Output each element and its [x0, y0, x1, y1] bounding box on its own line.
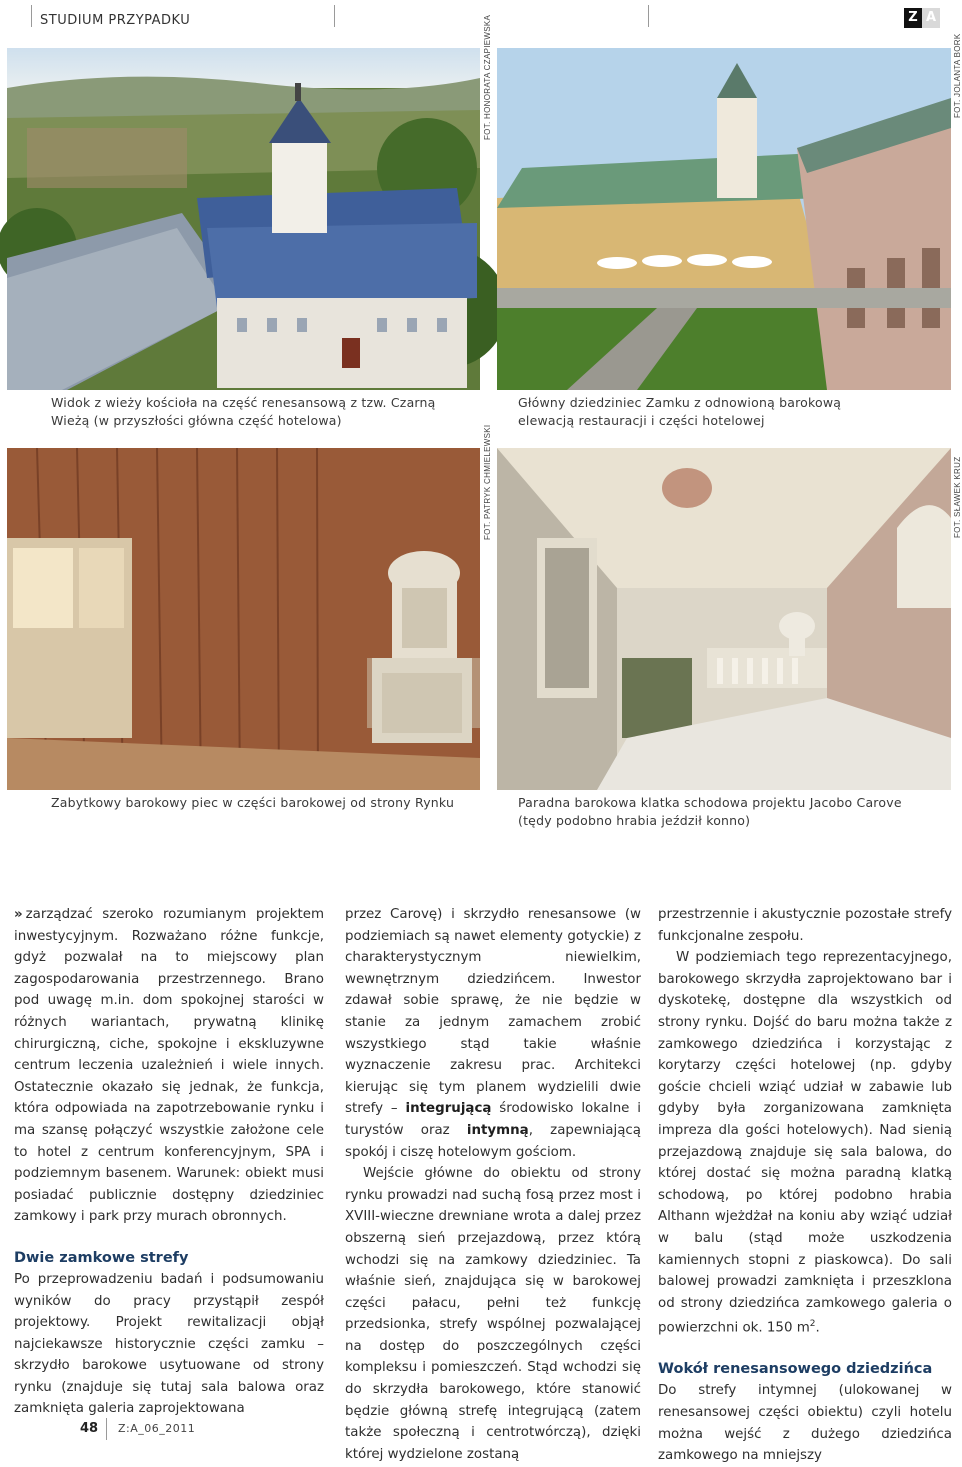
col3-text-b: .: [815, 1320, 820, 1336]
photo-baroque-stove: [7, 448, 480, 790]
col2-paragraph-2: Wejście główne do obiektu od strony rynku prowadzi nad suchą fosą przez most i XVIII-wieczne drewniane wrota a dalej przez obszerną sień przejazdową, przez którą wchodzi się na zamkowy dziedziniec. Ta właśnie sień, znajdująca się w barokowej części pałacu, pełni też funkcję przedsionka, strefy wspólnej pozwalającej na dostęp do poszczególnych części kompleksu i pomieszczeń. Stąd wchodzi się do skrzydła barokowego, które stanowić będzie główną strefę integrującą (zatem także społeczną i centrotwórczą), dzięki której wydzielone zostaną: [345, 1166, 641, 1462]
col3-paragraph-1: przestrzennie i akustycznie pozostałe strefy funkcjonalne zespołu.: [658, 907, 952, 944]
col1-paragraph-1: [14, 904, 324, 1228]
page-number: 48: [80, 1421, 99, 1436]
col2-bold-integrujaca: integrującą: [405, 1101, 492, 1117]
heading-dwie-zamkowe-strefy: Dwie zamkowe strefy: [14, 1249, 189, 1266]
photo-staircase: [497, 448, 951, 790]
section-label: STUDIUM PRZYPADKU: [40, 13, 191, 28]
photo-credit-1: FOT. HONORATA CZAPIEWSKA: [483, 14, 492, 140]
logo-letter-a: A: [922, 8, 940, 28]
caption-1: Widok z wieży kościoła na część renesansową z tzw. Czarną Wieżą (w przyszłości główna część hotelowa): [51, 395, 436, 428]
article-column-3: [658, 904, 952, 1467]
magazine-logo: [904, 8, 940, 28]
article-column-2: [345, 904, 641, 1465]
col3-text-a: W podziemiach tego reprezentacyjnego, barokowego skrzydła zaprojektowano bar i dyskotekę, dostępne dla wszystkich od strony rynku. Dojść do baru można także z zamkowego dziedzińca i korzystając z korytarzy części hotelowej (np. gdyby goście chcieli wziąć udział w zabawie lub gdyby była zorganizowana zamknięta impreza dla gości hotelowych). Nad sienią przejazdową znajduje się sala balowa, do której dostać się można paradną klatką schodową, po której podobno hrabia Althann wjeżdżał na koniu aby wziąć udział w balu (stąd może uszkodzenia kamiennych stopni z piaskowca). Do sali balowej prowadzi zamknięta i przeszklona od strony dziedzińca zamkowego galeria o powierzchni ok. 150 m: [658, 950, 952, 1336]
col2-text-c: , zapewniającą spokój i ciszę hotelowym gościom.: [345, 1122, 641, 1160]
photo-credit-4: FOT. SŁAWEK KRUZ: [953, 456, 962, 538]
col3-paragraph-2: [658, 947, 952, 1339]
col3-paragraph-3: Do strefy intymnej (ulokowanej w renesansowej części obiektu) czyli hotelu można wejść z dużego dziedzińca zamkowego na mniejszy: [658, 1383, 952, 1464]
article-column-1: [14, 904, 324, 1420]
continuation-bullet: »: [14, 907, 23, 922]
col1-paragraph-2: Po przeprowadzeniu badań i podsumowaniu wyników do pracy przystąpił zespół projektowy. Projekt rewitalizacji objął najciekawsze historycznie części zamku – skrzydło barokowe usytuowane od strony rynku (znajduje się tutaj sala balowa oraz zamknięta galeria zaprojektowana: [14, 1271, 324, 1417]
col2-paragraph-1: [345, 904, 641, 1163]
header-divider-left: [31, 5, 32, 27]
photo-credit-3: FOT. PATRYK CHMIELEWSKI: [483, 424, 492, 540]
caption-3: Zabytkowy barokowy piec w części barokowej od strony Rynku: [51, 795, 455, 810]
col2-text-b: środowisko lokalne i turystów oraz: [345, 1101, 642, 1138]
photo-castle-aerial: [7, 48, 480, 390]
photo-main-courtyard: [497, 48, 951, 390]
col2-text-a: przez Carovę) i skrzydło renesansowe (w podziemiach są nawet elementy gotyckie) z charakterystycznym niewielkim, wewnętrznym dziedzińcem. Inwestor zdawał sobie sprawę, że nie będzie w stanie za jednym zamachem zrobić wszystkiego stąd takie właśnie wyznaczenie zakresu prac. Architekci kierując się tym planem wydzielili dwie strefy –: [345, 907, 641, 1117]
col2-bold-intymna: intymną: [466, 1122, 529, 1138]
issue-label: Z:A_06_2011: [118, 1422, 196, 1435]
heading-wokol-renesansowego: Wokół renesansowego dziedzińca: [658, 1361, 933, 1378]
footer-divider: [106, 1418, 107, 1440]
header-divider-mid2: [648, 5, 649, 27]
col1-paragraph-1-text: zarządzać szeroko rozumianym projektem inwestycyjnym. Rozważano różne funkcje, gdyż pozwalał na to miejscowy plan zagospodarowania przestrzennego. Brano pod uwagę m.in. dom spokojnej starości w różnych wariantach, prywatną klinikę chirurgiczną, ciche, spokojne i ekskluzywne centrum leczenia uzależnień i wiele innych. Ostatecznie okazało się jednak, że funkcja, która odpowiada na zapotrzebowanie rynku i ma szansę połączyć wszystkie założone cele to hotel z centrum konferencyjnym, SPA i podziemnym basenem. Warunek: obiekt musi posiadać publicznie dostępny dziedziniec zamkowy i park przy murach obronnych.: [14, 907, 324, 1225]
caption-4: Paradna barokowa klatka schodowa projektu Jacobo Carove (tędy podobno hrabia jeździł konno): [518, 795, 902, 828]
header-divider-mid1: [334, 5, 335, 27]
logo-letter-z: Z: [904, 8, 922, 28]
photo-credit-2: FOT. JOLANTA BORK: [953, 33, 962, 118]
caption-2: Główny dziedziniec Zamku z odnowioną barokową elewacją restauracji i części hotelowej: [518, 395, 842, 428]
col3-superscript: 2: [809, 1319, 816, 1330]
